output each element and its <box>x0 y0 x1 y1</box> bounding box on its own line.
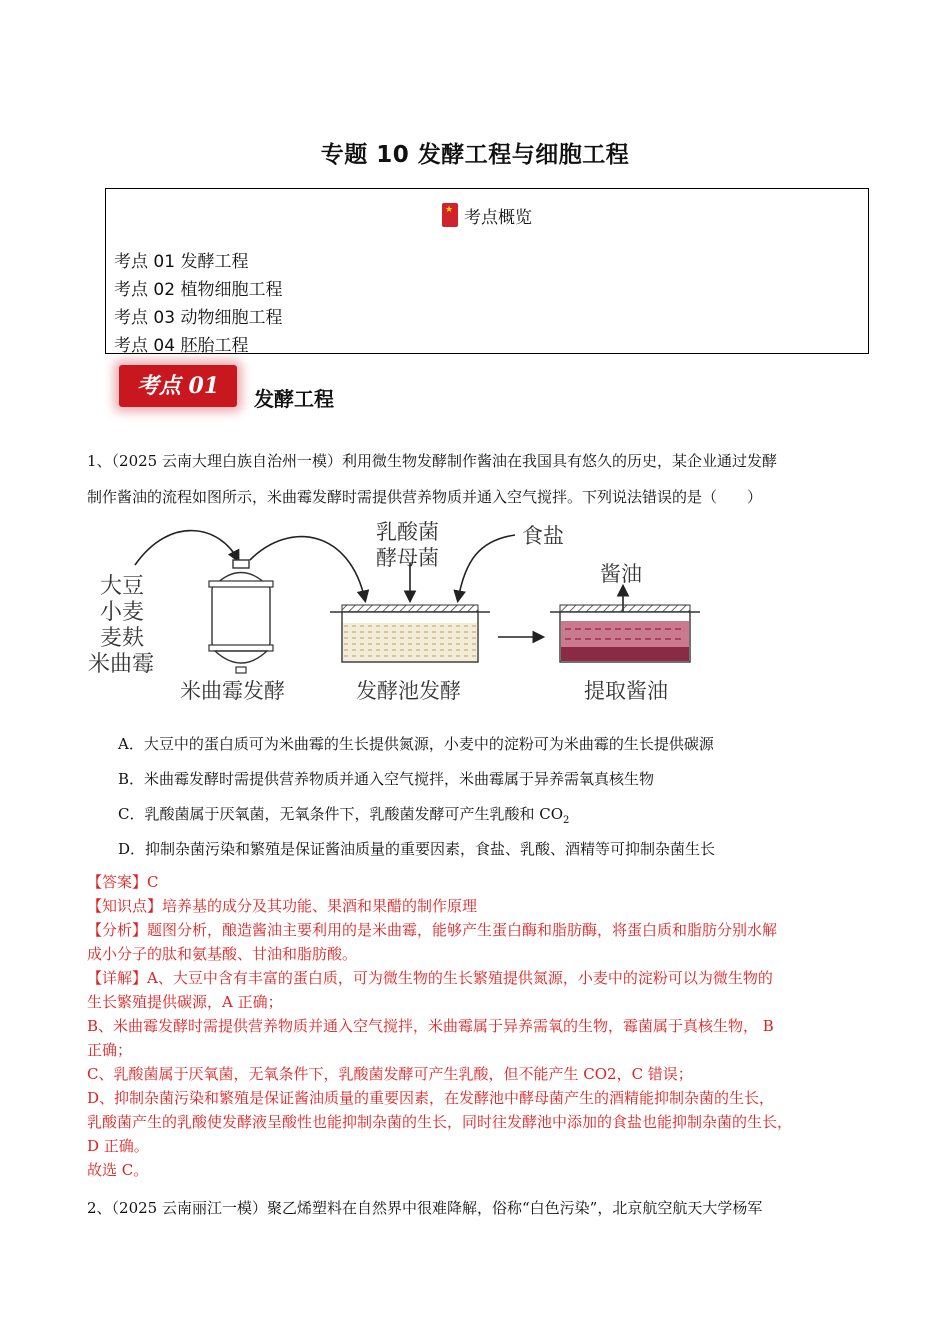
analysis-line2: 成小分子的肽和氨基酸、甘油和脂肪酸。 <box>87 945 358 963</box>
overview-item-04: 考点 04 胚胎工程 <box>114 336 249 356</box>
detail-line5: C、乳酸菌属于厌氧菌，无氧条件下，乳酸菌发酵可产生乳酸，但不能产生 CO2，C 错误； <box>87 1065 693 1083</box>
analysis-line1: 【分析】题图分析，酿造酱油主要利用的是米曲霉，能够产生蛋白酶和脂肪酶，将蛋白质和脂肪分别水解 <box>87 921 778 939</box>
arrow-salt <box>458 535 515 600</box>
stage3-label: 提取酱油 <box>584 679 668 703</box>
microbe-lactic: 乳酸菌 <box>376 520 439 544</box>
detail-line2: 生长繁殖提供碳源，A 正确； <box>87 993 283 1011</box>
input-soybean: 大豆 <box>100 574 145 599</box>
answer-block <box>87 870 877 1182</box>
option-a: A．大豆中的蛋白质可为米曲霉的生长提供氮源，小麦中的淀粉可为米曲霉的生长提供碳源 <box>118 735 714 753</box>
detail-line6: D、抑制杂菌污染和繁殖是保证酱油质量的重要因素，在发酵池中酵母菌产生的酒精能抑制杂菌的生长， <box>87 1089 775 1107</box>
section-title: 发酵工程 <box>254 387 334 411</box>
product-label: 酱油 <box>600 562 642 586</box>
arrow-inputs <box>135 531 238 565</box>
stage1-label: 米曲霉发酵 <box>180 679 285 703</box>
conclusion-line: 故选 C。 <box>87 1161 149 1179</box>
overview-item-01: 考点 01 发酵工程 <box>114 252 249 272</box>
input-wheat: 小麦 <box>100 600 145 625</box>
q1-stem-line1: 1、（2025 云南大理白族自治州一模）利用微生物发酵制作酱油在我国具有悠久的历史，某企业通过发酵 <box>87 452 777 470</box>
fermenter-icon <box>209 560 273 673</box>
q1-stem-line2: 制作酱油的流程如图所示，米曲霉发酵时需提供营养物质并通入空气搅拌。下列说法错误的是（ ） <box>87 488 763 506</box>
input-aspergillus: 米曲霉 <box>88 652 155 677</box>
overview-box <box>105 188 869 354</box>
microbe-yeast: 酵母菌 <box>376 546 439 570</box>
salt-label: 食盐 <box>522 524 564 548</box>
page-title: 专题 10 发酵工程与细胞工程 <box>320 142 630 168</box>
q2-stem-line1: 2、（2025 云南丽江一模）聚乙烯塑料在自然界中很难降解，俗称“白色污染”，北京航空航天大学杨军 <box>87 1199 763 1217</box>
extraction-tank <box>550 605 700 662</box>
overview-item-03: 考点 03 动物细胞工程 <box>114 308 283 328</box>
detail-line3: B、米曲霉发酵时需提供营养物质并通入空气搅拌，米曲霉属于异养需氧的生物，霉菌属于真核生物， B <box>87 1017 774 1035</box>
detail-line1: 【详解】A、大豆中含有丰富的蛋白质，可为微生物的生长繁殖提供氮源，小麦中的淀粉可以为微生物的 <box>87 969 773 987</box>
option-c-text: C．乳酸菌属于厌氧菌，无氧条件下，乳酸菌发酵可产生乳酸和 CO <box>118 805 564 823</box>
overview-heading-text: 考点概览 <box>464 208 532 228</box>
stage2-label: 发酵池发酵 <box>356 679 461 703</box>
option-c <box>118 803 569 826</box>
option-c-subscript: 2 <box>563 815 570 826</box>
knowledge-line: 【知识点】培养基的成分及其功能、果酒和果醋的制作原理 <box>87 897 478 915</box>
overview-heading <box>106 203 868 228</box>
book-icon <box>442 203 458 227</box>
detail-line8: D 正确。 <box>87 1137 149 1155</box>
detail-line4: 正确； <box>87 1041 133 1059</box>
detail-line7: 乳酸菌产生的乳酸使发酵液呈酸性也能抑制杂菌的生长，同时往发酵池中添加的食盐也能抑制杂菌的生长， <box>87 1113 793 1131</box>
option-d: D．抑制杂菌污染和繁殖是保证酱油质量的重要因素，食盐、乳酸、酒精等可抑制杂菌生长 <box>118 840 716 858</box>
input-bran: 麦麸 <box>100 626 145 651</box>
option-b: B．米曲霉发酵时需提供营养物质并通入空气搅拌，米曲霉属于异养需氧真核生物 <box>118 770 655 788</box>
section-badge: 考点 01 <box>119 365 237 407</box>
fermentation-pool <box>330 605 490 662</box>
process-figure <box>80 515 720 710</box>
overview-item-02: 考点 02 植物细胞工程 <box>114 280 283 300</box>
answer-line: 【答案】C <box>87 873 159 891</box>
